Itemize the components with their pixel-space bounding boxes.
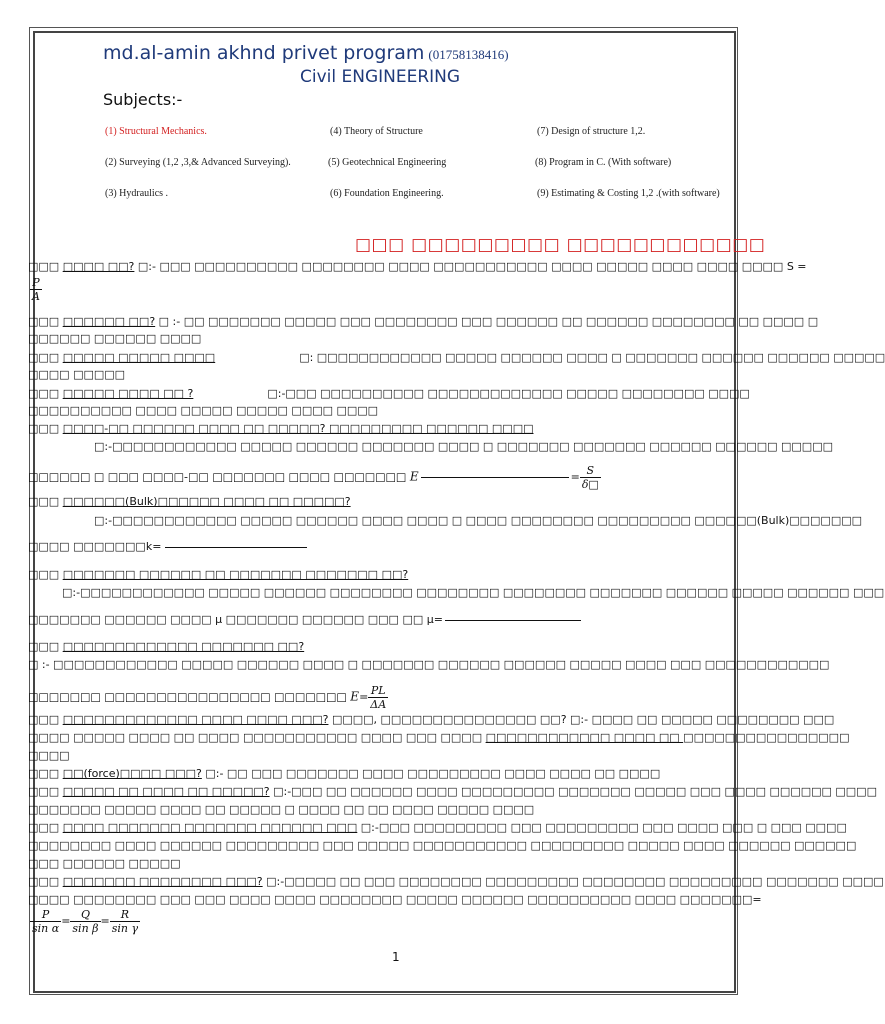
qa-line: □□□ □□(force)□□□□ □□□? □:- □□ □□□ □□□□□□□ □□□□ □□□□□□□□□ □□□□ □□□□ □□ □□□□ bbox=[28, 767, 661, 780]
qa-line: □□□ □□□□ □□? □:- □□□ □□□□□□□□□□ □□□□□□□□ □□□□ □□□□□□□□□□□ □□□□ □□□□□ □□□□ □□□□ □□□□ S = bbox=[28, 260, 807, 273]
qa-line: □□□ □□□□□□□ □□□□□□□□ □□□? □:-□□□□□ □□ □□□ □□□□□□□□ □□□□□□□□□ □□□□□□□□ □□□□□□□□□ □□□□□□□ □□□□ bbox=[28, 875, 884, 888]
qa-line: □□□ □□□□□□□□□□□□□ □□□□□□□ □□? bbox=[28, 640, 305, 653]
qa-line: □□□□□□□ □□□□□□□□□□□□□□□□ □□□□□□□ E= $\frac{PL}{\Delta A}$ bbox=[28, 684, 387, 711]
qa-line: □□□□ □□□□□□□□ □□□ □□□ □□□□ □□□□ □□□□□□□□ □□□□□ □□□□□□ □□□□□□□□□□ □□□□ □□□□□□□= bbox=[28, 893, 762, 906]
page-number: 1 bbox=[392, 950, 400, 964]
subject-item: (7) Design of structure 1,2. bbox=[537, 126, 646, 137]
page-title: □□□ □□□□□□□□□ □□□□□□□□□□□□ bbox=[355, 235, 766, 255]
qa-line: □□□ □□□□-□□ □□□□□□ □□□□ □□ □□□□□? □□□□□□□□□ □□□□□□ □□□□ bbox=[28, 422, 534, 435]
question-text: □□□□□ □□ □□□□ □□ □□□□□? bbox=[62, 785, 270, 798]
qa-line: □:-□□□□□□□□□□□□ □□□□□ □□□□□□ □□□□ □□□□ □ □□□□ □□□□□□□□ □□□□□□□□□ □□□□□□(Bulk)□□□□□□□ bbox=[94, 514, 863, 527]
qa-line: □□□□□□□□ □□□□ □□□□□□ □□□□□□□□□ □□□ □□□□□ □□□□□□□□□□□ □□□□□□□□□ □□□□□ □□□□ □□□□□□ □□□□□□ bbox=[28, 839, 857, 852]
qa-line: □□□□ □□□□□ □□□□ □□ □□□□ □□□□□□□□□□□ □□□□ □□□ □□□□ □□□□□□□□□□□□ □□□□ □□ □□□□□□□□□□□□□□□□ bbox=[28, 731, 850, 744]
question-text: □□□□□ □□□□ □□ ? bbox=[62, 387, 194, 400]
qa-line: □□□ □□□□□□□ □□□□□□ □□ □□□□□□□ □□□□□□□ □□? bbox=[28, 568, 409, 581]
qa-line: □:-□□□□□□□□□□□□ □□□□□ □□□□□□ □□□□□□□□ □□□□□□□□ □□□□□□□□ □□□□□□□ □□□□□□ □□□□□ □□□□□□ □□□ bbox=[62, 586, 885, 599]
author-title: md.al-amin akhnd privet program (01758138416) bbox=[103, 42, 509, 64]
qa-line: □□□ □□□□□□□□□□□□□ □□□□ □□□□ □□□? □□□□, □□□□□□□□□□□□□□□ □□? □:- □□□□ □□ □□□□□ □□□□□□□□ □□□ bbox=[28, 713, 835, 726]
qa-line: □□□□ bbox=[28, 749, 70, 762]
subject-item: (2) Surveying (1,2 ,3,& Advanced Surveying). bbox=[105, 157, 291, 168]
question-text: □□(force)□□□□ □□□? bbox=[62, 767, 202, 780]
subject-item: (6) Foundation Engineering. bbox=[330, 188, 444, 199]
question-text: □□□□□□(Bulk)□□□□□□ □□□□ □□ □□□□□? bbox=[62, 495, 351, 508]
qa-line: □□□ □□□□□ □□ □□□□ □□ □□□□□? □:-□□□ □□ □□□□□□ □□□□ □□□□□□□□□ □□□□□□□ □□□□□ □□□ □□□□ □□□□□□ □□□□ bbox=[28, 785, 877, 798]
department-title: Civil ENGINEERING bbox=[300, 67, 461, 87]
subject-item: (1) Structural Mechanics. bbox=[105, 126, 207, 137]
qa-line: □□□ □□□□□□(Bulk)□□□□□□ □□□□ □□ □□□□□? bbox=[28, 495, 351, 508]
qa-line: □□□ □□□□ □□□□□□□ □□□□□□□ □□□□□□ □□□ □:-□□□ □□□□□□□□□ □□□ □□□□□□□□□ □□□ □□□□ □□□ □ □□□ □□□□ bbox=[28, 821, 847, 834]
modulus-formula: $\frac{S}{\delta□}$ bbox=[581, 464, 599, 491]
qa-line: □□□ □□□□□□ □□□□□ bbox=[28, 857, 181, 870]
qa-line: □□□ □□□□□□ □□? □ :- □□ □□□□□□□ □□□□□ □□□ □□□□□□□□ □□□ □□□□□□ □□ □□□□□□ □□□□□□□□ □□ □□□□ □ bbox=[28, 315, 819, 328]
question-text: □□□□□□ □□? bbox=[62, 315, 156, 328]
qa-line: □ :- □□□□□□□□□□□□ □□□□□ □□□□□□ □□□□ □ □□□□□□□ □□□□□□ □□□□□□ □□□□□ □□□□ □□□ □□□□□□□□□□□□ bbox=[28, 658, 830, 671]
phone-number: (01758138416) bbox=[428, 47, 509, 62]
subject-item: (9) Estimating & Costing 1,2 .(with software) bbox=[537, 188, 720, 199]
lami-formula: $\frac{P}{\text{sin α}}$ = $\frac{Q}{\text{sin β}}$ = $\frac{R}{\text{sin γ}}$ bbox=[32, 908, 139, 935]
qa-line: □□□□□□ □ □□□ □□□□-□□ □□□□□□□ □□□□ □□□□□□□ E = $\frac{S}{\delta□}$ bbox=[28, 464, 599, 491]
qa-line: □:-□□□□□□□□□□□□ □□□□□ □□□□□□ □□□□□□□ □□□□ □ □□□□□□□ □□□□□□□ □□□□□□ □□□□□□ □□□□□ bbox=[94, 440, 833, 453]
subject-item: (3) Hydraulics . bbox=[105, 188, 169, 199]
question-text: □□□□□□□ □□□□□□□□ □□□? bbox=[62, 875, 263, 888]
question-text: □□□□□□□□□□□□□ □□□□ □□□□ □□□? bbox=[62, 713, 329, 726]
elasticity-formula: $\frac{PL}{\Delta A}$ bbox=[370, 684, 387, 711]
qa-line: □□□ □□□□□ □□□□ □□ ? □:-□□□ □□□□□□□□□□ □□□□□□□□□□□□□ □□□□□ □□□□□□□□ □□□□ bbox=[28, 387, 750, 400]
question-text: □□□□□ □□□□□ □□□□ bbox=[62, 351, 216, 364]
question-text: □□□□ □□□□□□□ □□□□□□□ □□□□□□ □□□ bbox=[62, 821, 358, 834]
qa-line: □□□□□□ □□□□□□ □□□□ bbox=[28, 332, 202, 345]
subject-item: (8) Program in C. (With software) bbox=[535, 157, 672, 168]
subjects-label: Subjects:- bbox=[103, 90, 183, 109]
qa-line: □□□□□□□□□□ □□□□ □□□□□ □□□□□ □□□□ □□□□ bbox=[28, 404, 379, 417]
question-text: □□□□□□□□□□□□□ □□□□□□□ □□? bbox=[62, 640, 305, 653]
qa-line: □□□□□□□ □□□□□ □□□□ □□ □□□□□ □ □□□□ □□ □□ □□□□ □□□□□ □□□□ bbox=[28, 803, 535, 816]
qa-line: □□□□ □□□□□ bbox=[28, 368, 126, 381]
qa-line: □□□ □□□□□ □□□□□ □□□□ □: □□□□□□□□□□□□ □□□□□ □□□□□□ □□□□ □ □□□□□□□ □□□□□□ □□□□□□ □□□□□ bbox=[28, 351, 885, 364]
stress-formula: $\frac{P}{A}$ bbox=[32, 276, 40, 303]
subject-item: (5) Geotechnical Engineering bbox=[328, 157, 447, 168]
question-text: □□□□ □□? bbox=[62, 260, 135, 273]
qa-line: □□□□ □□□□□□□k= bbox=[28, 538, 743, 556]
question-text: □□□□-□□ □□□□□□ □□□□ □□ □□□□□? □□□□□□□□□ □□□□□□ □□□□ bbox=[62, 422, 534, 435]
subject-item: (4) Theory of Structure bbox=[330, 126, 423, 137]
qa-line: □□□□□□□ □□□□□□ □□□□ μ □□□□□□□ □□□□□□ □□□ □□ μ= bbox=[28, 611, 743, 629]
question-text: □□□□□□□ □□□□□□ □□ □□□□□□□ □□□□□□□ □□? bbox=[62, 568, 409, 581]
